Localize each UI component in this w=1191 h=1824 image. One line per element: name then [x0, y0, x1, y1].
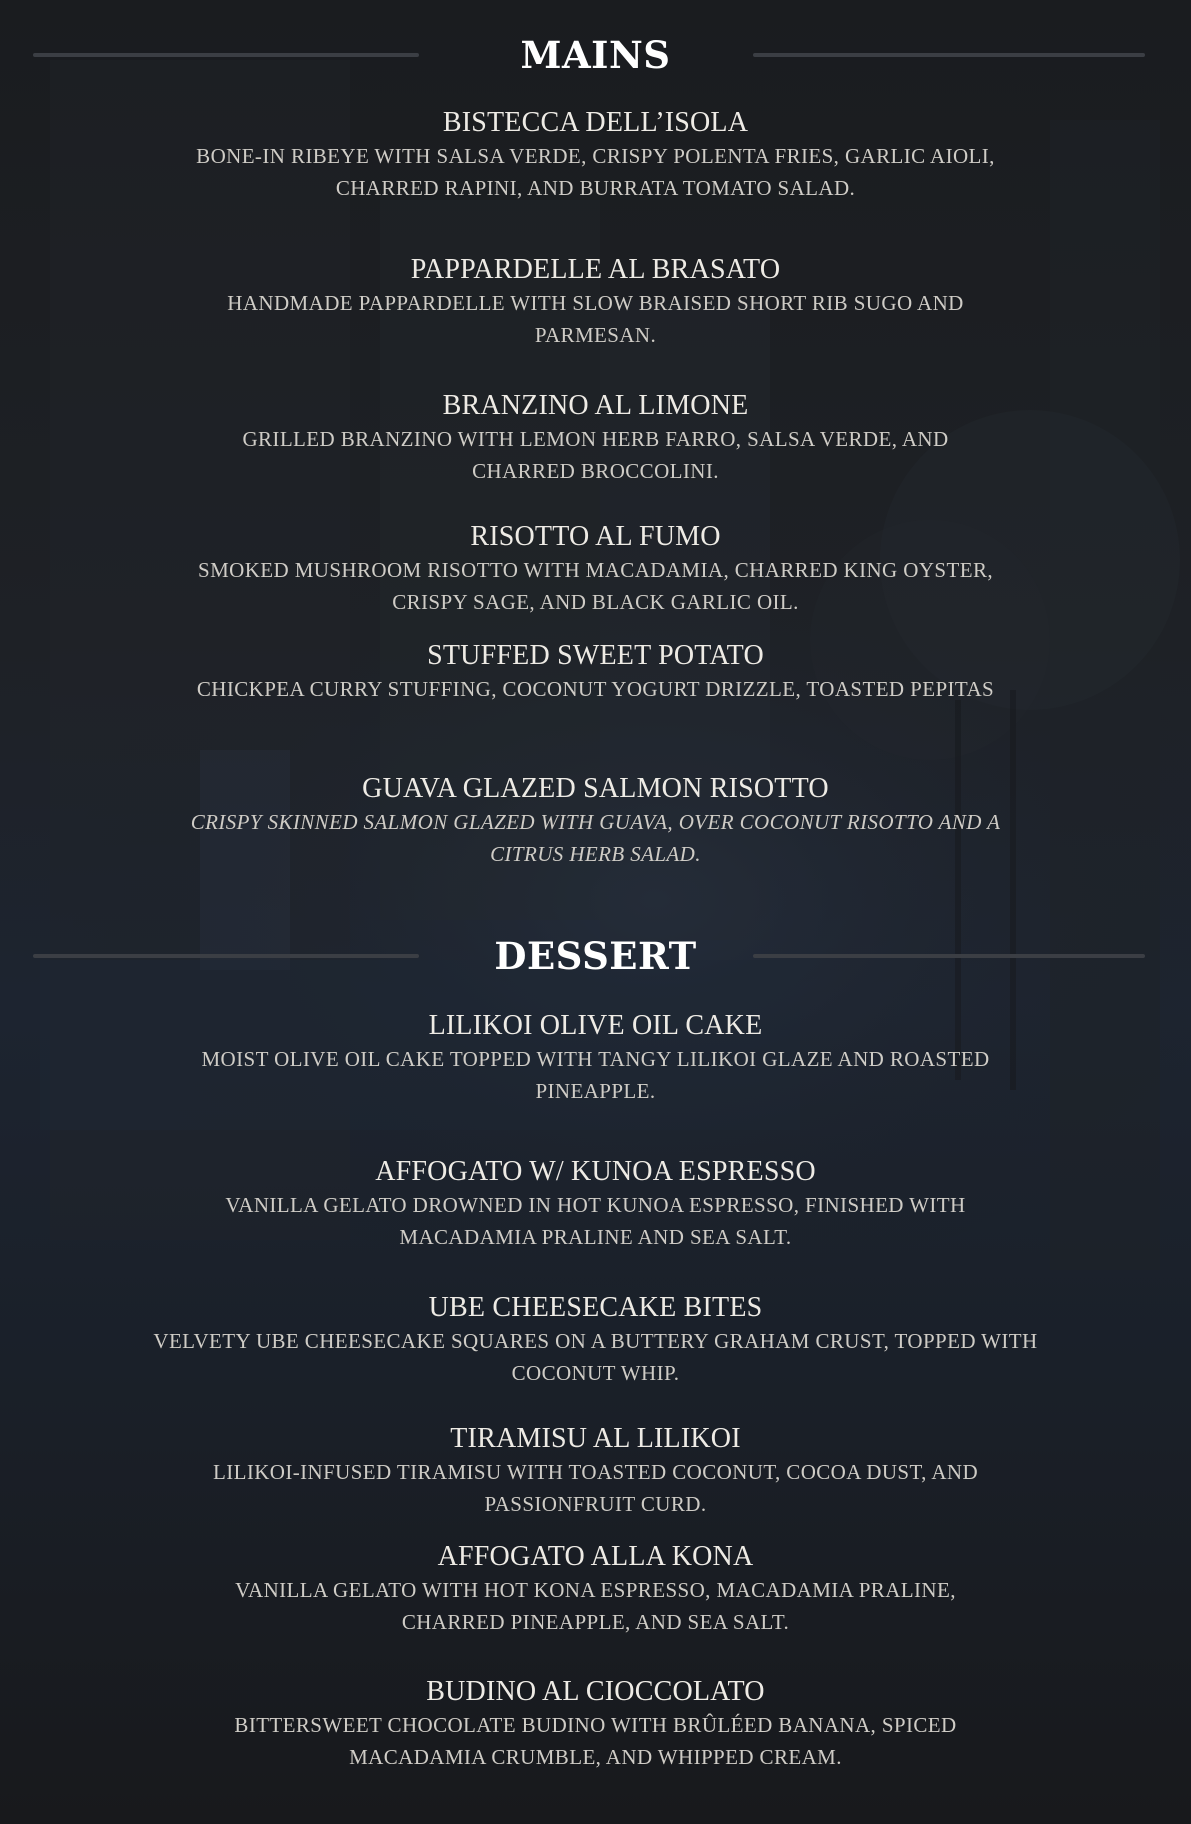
menu-item [120, 1540, 1071, 1638]
menu-item [120, 389, 1071, 487]
menu-item-description: CRISPY SKINNED SALMON GLAZED WITH GUAVA, OVER COCONUT RISOTTO AND A CITRUS HERB SALAD. [190, 810, 1001, 866]
menu-item [120, 106, 1071, 204]
menu-item-name: BISTECCA DELL’ISOLA [442, 107, 749, 138]
section-title-dessert: DESSERT [494, 934, 697, 978]
menu-item-name: STUFFED SWEET POTATO [427, 640, 764, 671]
menu-item [120, 520, 1071, 618]
menu-item [120, 1155, 1071, 1253]
menu-item-description: VANILLA GELATO WITH HOT KONA ESPRESSO, MACADAMIA PRALINE, CHARRED PINEAPPLE, AND SEA SALT. [235, 1578, 956, 1634]
menu-item-description: HANDMADE PAPPARDELLE WITH SLOW BRAISED SHORT RIB SUGO AND PARMESAN. [227, 291, 964, 347]
section-divider-right [753, 954, 1145, 958]
menu-item-name: UBE CHEESECAKE BITES [428, 1292, 763, 1323]
menu-item-name: GUAVA GLAZED SALMON RISOTTO [362, 773, 829, 804]
menu-item-name: LILIKOI OLIVE OIL CAKE [428, 1010, 763, 1041]
menu-item-name: BRANZINO AL LIMONE [442, 390, 749, 421]
section-title-mains: MAINS [520, 33, 671, 77]
menu-item-description: BONE-IN RIBEYE WITH SALSA VERDE, CRISPY POLENTA FRIES, GARLIC AIOLI, CHARRED RAPINI, AND BURRATA TOMATO SALAD. [196, 144, 995, 200]
menu-item [120, 1422, 1071, 1520]
menu-item-description: SMOKED MUSHROOM RISOTTO WITH MACADAMIA, CHARRED KING OYSTER, CRISPY SAGE, AND BLACK GARLIC OIL. [197, 558, 993, 614]
menu-item-name: PAPPARDELLE AL BRASATO [410, 254, 781, 285]
menu-item [120, 639, 1071, 705]
mains-section-header [0, 25, 1191, 85]
menu-item-name: BUDINO AL CIOCCOLATO [426, 1676, 765, 1707]
section-divider-right [753, 53, 1145, 57]
menu-item [120, 1291, 1071, 1389]
menu-item [120, 1675, 1071, 1773]
menu-item-description: VELVETY UBE CHEESECAKE SQUARES ON A BUTTERY GRAHAM CRUST, TOPPED WITH COCONUT WHIP. [153, 1329, 1038, 1385]
menu-item [120, 253, 1071, 351]
menu-item [120, 772, 1071, 870]
menu-item-name: RISOTTO AL FUMO [470, 521, 721, 552]
menu-item-description: LILIKOI-INFUSED TIRAMISU WITH TOASTED COCONUT, COCOA DUST, AND PASSIONFRUIT CURD. [212, 1460, 979, 1516]
dessert-section-header [0, 926, 1191, 986]
menu-item [120, 1009, 1071, 1107]
menu-item-description: CHICKPEA CURRY STUFFING, COCONUT YOGURT DRIZZLE, TOASTED PEPITAS [196, 677, 995, 701]
menu-item-description: MOIST OLIVE OIL CAKE TOPPED WITH TANGY LILIKOI GLAZE AND ROASTED PINEAPPLE. [201, 1047, 990, 1103]
menu-item-name: AFFOGATO ALLA KONA [437, 1541, 754, 1572]
menu-item-name: AFFOGATO W/ KUNOA ESPRESSO [375, 1156, 816, 1187]
menu-item-description: GRILLED BRANZINO WITH LEMON HERB FARRO, SALSA VERDE, AND CHARRED BROCCOLINI. [242, 427, 949, 483]
menu-item-description: VANILLA GELATO DROWNED IN HOT KUNOA ESPRESSO, FINISHED WITH MACADAMIA PRALINE AND SEA SALT. [225, 1193, 966, 1249]
menu-item-name: TIRAMISU AL LILIKOI [450, 1423, 741, 1454]
menu-item-description: BITTERSWEET CHOCOLATE BUDINO WITH BRÛLÉED BANANA, SPICED MACADAMIA CRUMBLE, AND WHIPPED CREAM. [234, 1713, 957, 1769]
